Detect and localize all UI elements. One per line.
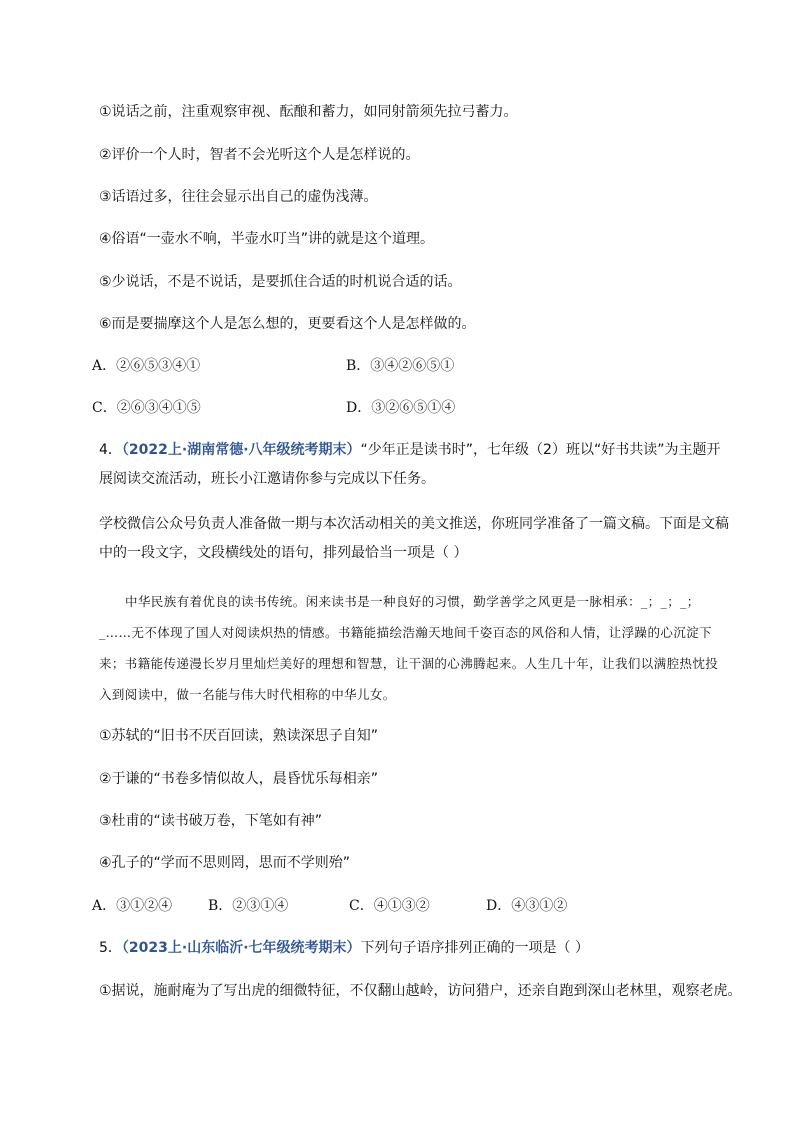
q3-option-c[interactable]: C．②⑥③④①⑤ [92, 400, 201, 416]
q3-sentence-1: ①说话之前，注重观察审视、酝酿和蓄力，如同射箭须先拉弓蓄力。 [99, 104, 518, 120]
q3-sentence-3: ③话语过多，往往会显示出自己的虚伪浅薄。 [99, 189, 378, 205]
q4-question [99, 436, 729, 494]
q4-item-1: ①苏轼的“旧书不厌百回读，熟读深思子自知” [99, 728, 379, 744]
q4-item-2: ②于谦的“书卷多情似故人，晨昏忧乐每相亲” [99, 771, 379, 787]
q4-item-3: ③杜甫的“读书破万卷，下笔如有神” [99, 813, 323, 829]
q3-sentence-5: ⑤少说话，不是不说话，是要抓住合适的时机说合适的话。 [99, 274, 462, 290]
q4-option-b[interactable]: B．②③①④ [208, 898, 289, 914]
q3-option-a[interactable]: A．②⑥⑤③④① [92, 358, 201, 374]
q4-source: （2022上·湖南常德·八年级统考期末） [121, 442, 361, 458]
q5-source: （2023上·山东临沂·七年级统考期末） [121, 940, 361, 956]
q3-sentence-2: ②评价一个人时，智者不会光听这个人是怎样说的。 [99, 147, 420, 163]
q4-option-c[interactable]: C．④①③② [349, 898, 430, 914]
q4-option-a[interactable]: A．③①②④ [92, 898, 173, 914]
q3-option-d[interactable]: D．③②⑥⑤①④ [346, 400, 456, 416]
q5-stem: 下列句子语序排列正确的一项是（ ） [360, 940, 589, 956]
q4-passage [99, 586, 725, 710]
q4-task: 学校微信公众号负责人准备做一期与本次活动相关的美文推送，你班同学准备了一篇文稿。下面是文稿中的一段文字，文段横线处的语句，排列最恰当一项是（ ） [99, 516, 729, 561]
q5-number: 5． [99, 940, 122, 956]
q5-item-1: ①据说，施耐庵为了写出虎的细微特征，不仅翻山越岭，访问猎户，还亲自跑到深山老林里，观察老虎。 [99, 983, 742, 999]
q4-stem: “少年正是读书时”，七年级（2）班以“好书共读”为主题开展阅读交流活动，班长小江邀请你参与完成以下任务。 [99, 442, 721, 487]
q3-sentence-4: ④俗语“一壶水不响，半壶水叮当”讲的就是这个道理。 [99, 231, 435, 247]
q5-question [99, 934, 729, 963]
q4-item-4: ④孔子的“学而不思则罔，思而不学则殆” [99, 855, 351, 871]
q3-sentence-6: ⑥而是要揣摩这个人是怎么想的，更要看这个人是怎样做的。 [99, 316, 476, 332]
q4-option-d[interactable]: D．④③①② [486, 898, 568, 914]
q4-number: 4． [99, 442, 122, 458]
q3-option-b[interactable]: B．③④②⑥⑤① [346, 358, 455, 374]
q4-passage-text: 中华民族有着优良的读书传统。闲来读书是一种良好的习惯，勤学善学之风更是一脉相承：_；_；_；_……无不体现了国人对阅读炽热的情感。书籍能描绘浩瀚天地间千姿百态的风俗和人情，让浮躁的心沉淀下来；书籍能传递漫长岁月里灿烂美好的理想和智慧，让干涸的心沸腾起来。人生几十年，让我们以满腔热忱投入到阅读中，做一名能与伟大时代相称的中华儿女。 [99, 594, 719, 702]
